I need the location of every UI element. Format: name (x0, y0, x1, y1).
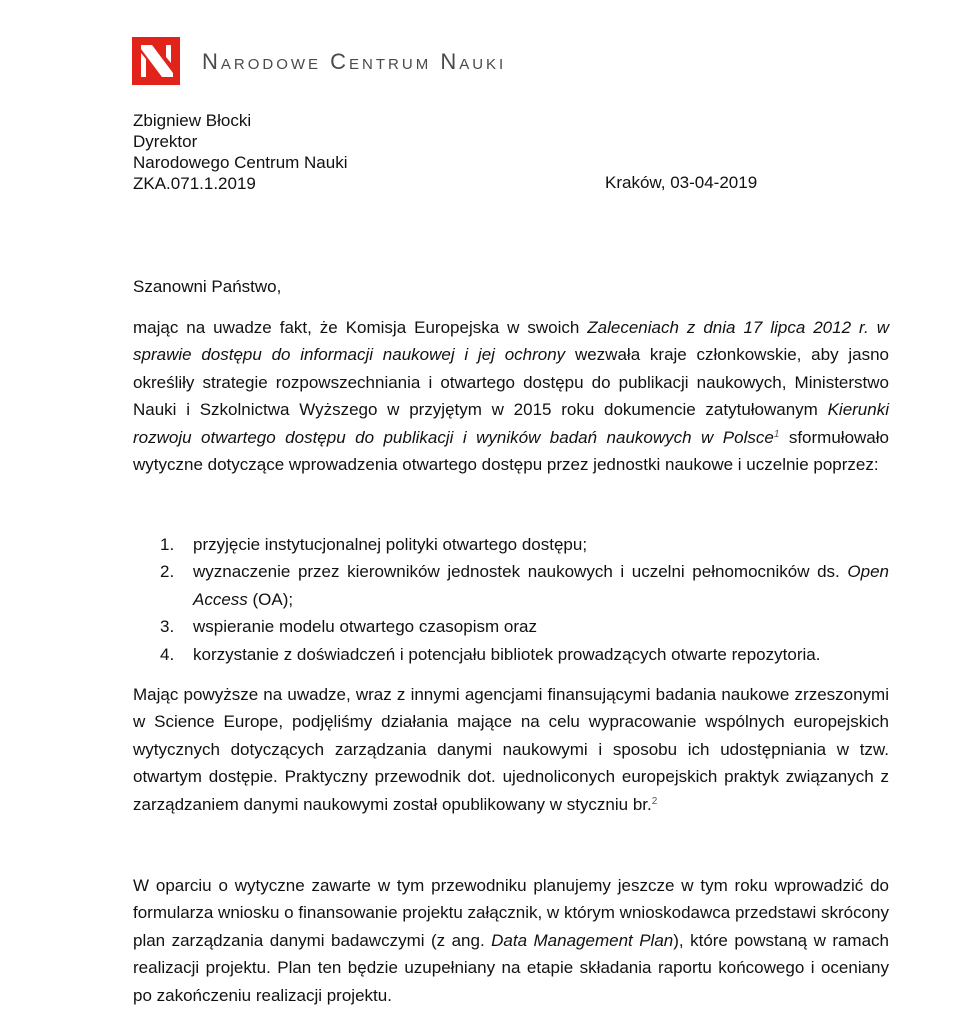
list-item-italic: Open Access (193, 562, 889, 609)
paragraph-1-italic-title-b: Kierunki rozwoju otwartego dostępu do publikacji i wyników badań naukowych w Polsce (133, 400, 889, 447)
list-item-number: 2. (160, 562, 175, 582)
paragraph-1-text-b: wezwała kraje członkowskie, aby jasno określiły strategie rozpowszechniania i otwartego dostępu do publikacji naukowych, Ministerstwo Nauki i Szkolnictwa Wyższego w przyjętym w 2015 roku dokumencie zatytułowanym (133, 345, 889, 420)
organization-name: Narodowe Centrum Nauki (202, 49, 507, 74)
paragraph-1 (133, 314, 889, 478)
list-item (160, 531, 889, 558)
sender-name: Zbigniew Błocki (133, 111, 252, 130)
paragraph-2-text: Mając powyższe na uwadze, wraz z innymi agencjami finansującymi badania naukowe zrzeszonymi w Science Europe, podjęliśmy działania mające na celu wypracowanie wspólnych europejskich wytycznych dotyczących zarządzania danymi naukowymi i sposobu ich udostępniania w tzw. otwartym dostępie. Praktyczny przewodnik dot. ujednoliconych europejskich praktyk związanych z zarządzaniem danymi naukowymi został opublikowany w styczniu br. (133, 685, 889, 814)
list-item-text: przyjęcie instytucjonalnej polityki otwartego dostępu; (193, 535, 588, 554)
paragraph-3-text-a: W oparciu o wytyczne zawarte w tym przewodniku planujemy jeszcze w tym roku wprowadzić do formularza wniosku o finansowanie projektu załącznik, w którym wnioskodawca przedstawi skrócony plan zarządzania danymi badawczymi (z ang. (133, 876, 889, 950)
paragraph-1-text-c: sformułowało wytyczne dotyczące wprowadzenia otwartego dostępu przez jednostki naukowe i uczelnie poprzez: (133, 427, 889, 475)
footnote-marker-1: 1 (773, 428, 780, 440)
paragraph-3-italic-term: Data Management Plan (491, 930, 674, 950)
list-item-text: wspieranie modelu otwartego czasopism oraz (193, 617, 537, 637)
sender-organization: Narodowego Centrum Nauki (133, 153, 348, 172)
list-item-text-after: (OA); (247, 589, 294, 609)
place-date: Kraków, 03-04-2019 (605, 173, 758, 192)
paragraph-1-text-a: mając na uwadze fakt, że Komisja Europejska w swoich (133, 318, 588, 337)
paragraph-3 (133, 872, 889, 1009)
list-item-number: 1. (160, 535, 175, 554)
paragraph-3-text-b: ), które powstaną w ramach realizacji projektu. Plan ten będzie uzupełniany na etapie składania raportu końcowego i oceniany po zakończeniu realizacji projektu. (133, 930, 890, 1005)
paragraph-1-italic-title-a: Zaleceniach z dnia 17 lipca 2012 r. w sprawie dostępu do informacji naukowej i jej ochrony (133, 318, 889, 365)
list-item (160, 613, 889, 640)
numbered-list (160, 531, 889, 668)
list-item-number: 3. (160, 617, 175, 637)
ncn-logo-icon (132, 37, 180, 85)
sender-block (133, 110, 348, 194)
footnote-marker-2: 2 (651, 795, 658, 807)
paragraph-2 (133, 681, 889, 818)
salutation: Szanowni Państwo, (133, 277, 282, 296)
sender-position: Dyrektor (133, 132, 198, 151)
list-item-text: korzystanie z doświadczeń i potencjału bibliotek prowadzących otwarte repozytoria. (193, 644, 821, 664)
list-item (160, 558, 889, 613)
list-item (160, 641, 889, 668)
list-item-number: 4. (160, 644, 175, 664)
reference-number: ZKA.071.1.2019 (133, 174, 256, 193)
list-item-text: wyznaczenie przez kierowników jednostek naukowych i uczelni pełnomocników ds. (193, 562, 848, 582)
